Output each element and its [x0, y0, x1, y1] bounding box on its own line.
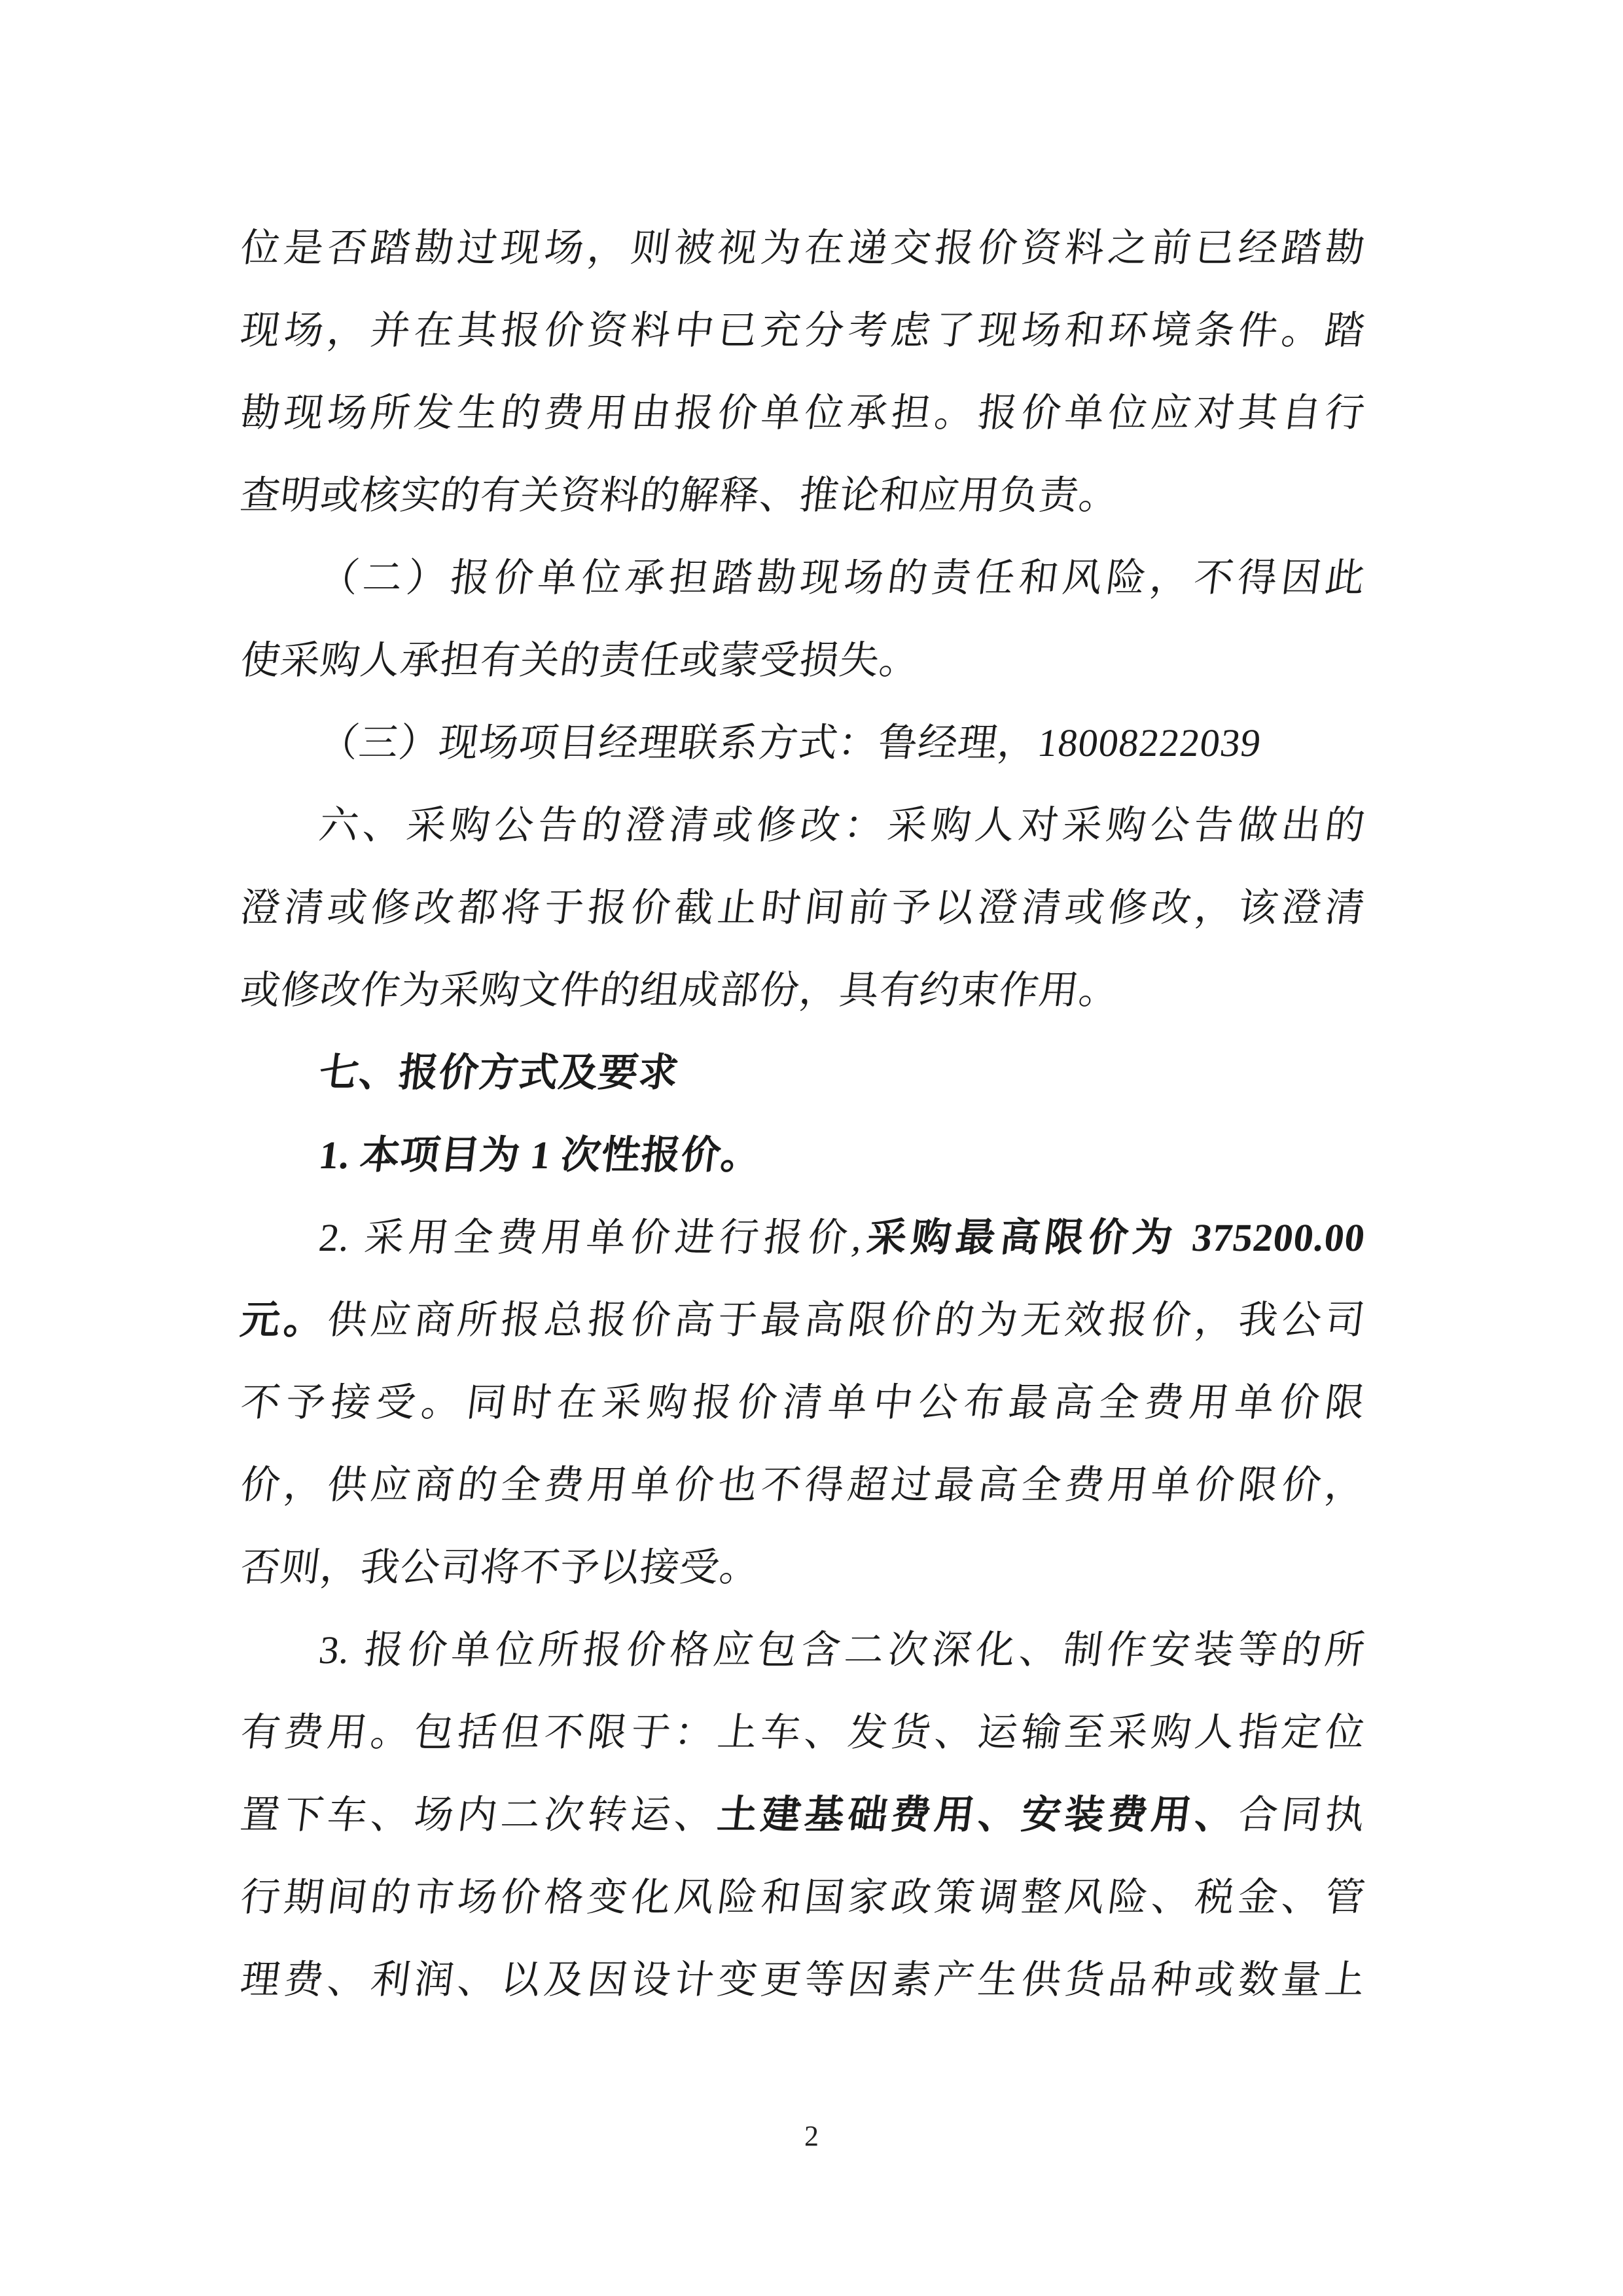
text-line	[236, 1279, 1370, 1361]
text-line	[236, 1609, 1370, 1691]
text-line	[236, 949, 1370, 1031]
text-run: 或修改作为采购文件的组成部份，具有约束作用。	[238, 969, 1122, 1012]
text-run: 2. 采用全费用单价进行报价,	[316, 1216, 866, 1259]
text-line	[236, 372, 1370, 454]
text-run: 置下车、场内二次转运、	[238, 1793, 721, 1837]
text-line	[236, 1196, 1370, 1279]
text-run: 现场，并在其报价资料中已充分考虑了现场和环境条件。踏	[238, 309, 1368, 352]
text-line	[236, 702, 1370, 784]
text-run: 理费、利润、以及因设计变更等因素产生供货品种或数量上	[238, 1958, 1368, 2001]
text-run: 勘现场所发生的费用由报价单位承担。报价单位应对其自行	[238, 391, 1368, 435]
text-run: 六、采购公告的澄清或修改：采购人对采购公告做出的	[316, 804, 1368, 847]
text-run: 行期间的市场价格变化风险和国家政策调整风险、税金、管	[238, 1876, 1368, 1919]
text-run: 合同执	[1236, 1793, 1368, 1837]
text-line	[236, 1774, 1370, 1856]
text-line	[236, 289, 1370, 372]
text-run: 位是否踏勘过现场，则被视为在递交报价资料之前已经踏勘	[238, 226, 1368, 270]
text-run: 查明或核实的有关资料的解释、推论和应用负责。	[238, 474, 1122, 517]
text-run: 1. 本项目为 1 次性报价。	[316, 1134, 764, 1177]
text-line	[236, 784, 1370, 867]
section-heading-line	[236, 1031, 1370, 1114]
text-line	[236, 1939, 1370, 2021]
text-line	[236, 1691, 1370, 1774]
max-price-text: 采购最高限价为 375200.00	[860, 1216, 1368, 1259]
text-run: 否则，我公司将不予以接受。	[238, 1546, 763, 1589]
page-number: 2	[804, 2120, 819, 2152]
text-run: 3. 报价单位所报价格应包含二次深化、制作安装等的所	[316, 1628, 1368, 1672]
text-run: 有费用。包括但不限于：上车、发货、运输至采购人指定位	[238, 1711, 1368, 1754]
text-run: 元。	[238, 1299, 330, 1342]
text-run: 土建基础费用、安装费用、	[715, 1793, 1241, 1837]
text-run: 使采购人承担有关的责任或蒙受损失。	[238, 639, 923, 682]
document-body	[238, 207, 1368, 2021]
text-line	[236, 454, 1370, 537]
text-run: 七、报价方式及要求	[316, 1051, 682, 1094]
text-run: （三）现场项目经理联系方式：鲁经理，18008222039	[316, 721, 1264, 764]
text-line	[236, 1526, 1370, 1609]
text-line	[236, 537, 1370, 619]
text-run: 澄清或修改都将于报价截止时间前予以澄清或修改，该澄清	[238, 886, 1368, 929]
text-line	[236, 1856, 1370, 1939]
text-run: 价，供应商的全费用单价也不得超过最高全费用单价限价，	[238, 1463, 1368, 1507]
text-run: （二）报价单位承担踏勘现场的责任和风险，不得因此	[316, 556, 1368, 600]
text-line	[236, 1444, 1370, 1526]
text-run: 供应商所报总报价高于最高限价的为无效报价，我公司	[325, 1299, 1368, 1342]
text-run: 不予接受。同时在采购报价清单中公布最高全费用单价限	[238, 1381, 1368, 1424]
text-line	[236, 1361, 1370, 1444]
text-line	[236, 867, 1370, 949]
text-line	[236, 1114, 1370, 1196]
text-line	[236, 619, 1370, 702]
text-line	[236, 207, 1370, 289]
